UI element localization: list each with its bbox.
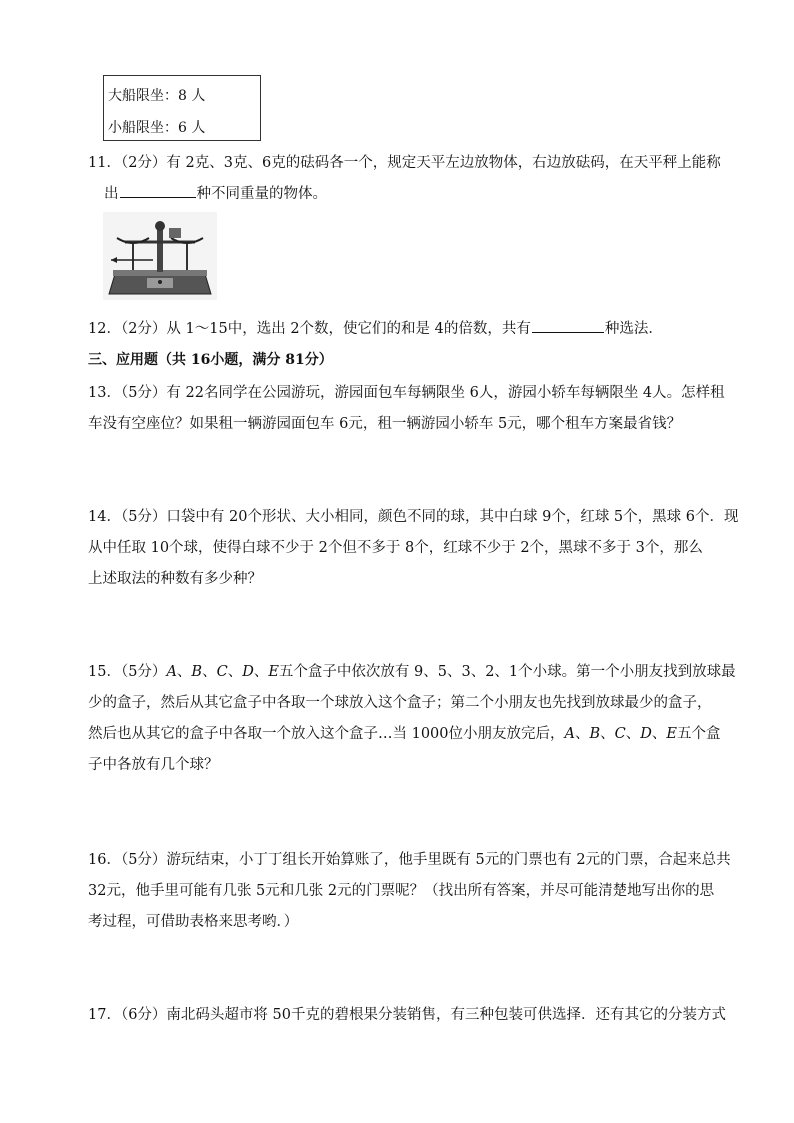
- q13-line2: 车没有空座位？如果租一辆游园面包车 6元，租一辆游园小轿车 5元，哪个租车方案最省钱？: [88, 416, 682, 432]
- q14-line1: 14．（5分）口袋中有 20个形状、大小相同，颜色不同的球，其中白球 9个，红球 5个，黑球 6个．现: [88, 509, 739, 525]
- q16-line3: 考过程，可借助表格来思考哟．）: [88, 914, 299, 930]
- q14-line2: 从中任取 10个球，使得白球不少于 2个但不多于 8个，红球不少于 2个，黑球不多于 3个，那么: [88, 540, 703, 556]
- q16-line1: 16．（5分）游玩结束，小丁丁组长开始算账了，他手里既有 5元的门票也有 2元的门票，合起来总共: [88, 852, 731, 868]
- box-b-label: B: [191, 664, 203, 680]
- q11-line2: [104, 182, 327, 203]
- q13-line1: 13．（5分）有 22名同学在公园游玩，游园面包车每辆限坐 6人，游园小轿车每辆限坐 4人。怎样租: [88, 385, 725, 401]
- box-d-label: D: [242, 664, 254, 680]
- q15-line3-post: 五个盒: [677, 726, 721, 742]
- box-b-label: B: [589, 726, 601, 742]
- box-c-label: C: [216, 664, 228, 680]
- q12-line: [88, 317, 663, 338]
- box-a-label: A: [564, 726, 575, 742]
- box-a-label: A: [166, 664, 177, 680]
- small-boat-limit: 小船限坐：6 人: [108, 120, 206, 136]
- box-d-label: D: [640, 726, 652, 742]
- q17-line1: 17．（6分）南北码头超市将 50千克的碧根果分装销售，有三种包装可供选择．还有其它的分装方式: [88, 1007, 726, 1023]
- q15-line4: 子中各放有几个球？: [88, 757, 219, 773]
- q12-post: 种选法．: [604, 321, 663, 337]
- q15-line1-post: 五个盒子中依次放有 9、5、3、2、1个小球。第一个小朋友找到放球最: [278, 664, 736, 680]
- section-3-heading: 三、应用题（共 16小题，满分 81分）: [88, 352, 333, 368]
- q11-line2-post: 种不同重量的物体。: [196, 186, 327, 202]
- q11-line2-pre: 出: [104, 186, 119, 202]
- big-boat-limit: 大船限坐：8 人: [108, 88, 206, 104]
- boat-capacity-box: [103, 75, 261, 141]
- q12-answer-blank[interactable]: [532, 318, 604, 333]
- q11-line1: 11．（2分）有 2克、3克、6克的砝码各一个，规定天平左边放物体，右边放砝码，在天平秤上能称: [88, 155, 721, 171]
- q11-answer-blank[interactable]: [120, 183, 196, 198]
- box-e-label: E: [268, 664, 279, 680]
- q15-line3: 然后也从其它的盒子中各取一个放入这个盒子…当 1000位小朋友放完后，A、B、C、D、E五个盒: [88, 726, 721, 742]
- q12-pre: 12．（2分）从 1～15中，选出 2个数，使它们的和是 4的倍数，共有: [88, 321, 531, 337]
- balance-scale-image: [103, 212, 217, 300]
- q16-line2: 32元，他手里可能有几张 5元和几张 2元的门票呢？（找出所有答案，并尽可能清楚地写出你的思: [88, 883, 715, 899]
- box-c-label: C: [614, 726, 626, 742]
- q15-line1: 15．（5分）A、B、C、D、E五个盒子中依次放有 9、5、3、2、1个小球。第一个小朋友找到放球最: [88, 664, 736, 680]
- box-e-label: E: [666, 726, 677, 742]
- q15-prefix: 15．（5分）: [88, 664, 167, 680]
- q15-line2: 少的盒子，然后从其它盒子中各取一个球放入这个盒子；第二个小朋友也先找到放球最少的盒子，: [88, 695, 712, 711]
- q14-line3: 上述取法的种数有多少种？: [88, 571, 262, 587]
- q15-line3-pre: 然后也从其它的盒子中各取一个放入这个盒子…当 1000位小朋友放完后，: [88, 726, 565, 742]
